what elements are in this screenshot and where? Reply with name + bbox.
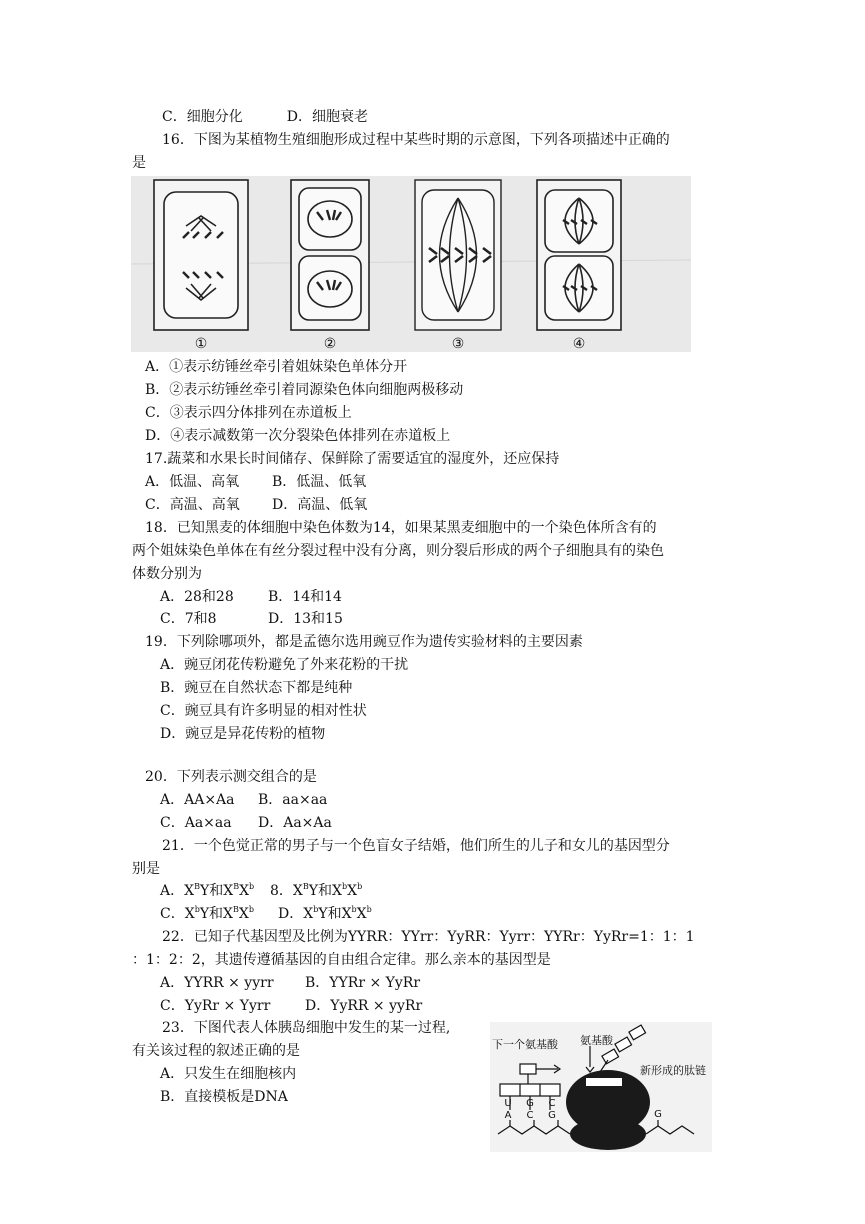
option-b: 8．$X^BY$和$X^bX^b$ <box>270 882 363 899</box>
q22-options-cd <box>160 997 422 1015</box>
figure-label-4: ④ <box>572 336 586 352</box>
q23-option-a: A．只发生在细胞核内 <box>160 1066 297 1082</box>
q16-option-b: B．②表示纺锤丝牵引着同源染色体向细胞两极移动 <box>145 382 464 398</box>
option-b: B．低温、低氧 <box>272 474 367 490</box>
option-d: D．细胞衰老 <box>286 109 368 125</box>
option-c: C．细胞分化 <box>162 109 243 125</box>
option-c: C．7和8 <box>160 611 217 627</box>
question-19-stem: 19．下列除哪项外，都是孟德尔选用豌豆作为遗传实验材料的主要因素 <box>145 634 583 650</box>
q17-options-cd <box>145 496 367 514</box>
option-c: C．YyRr × Yyrr <box>160 998 271 1014</box>
question-22-stem: 22．已知子代基因型及比例为YYRR：YYrr：YyRR：Yyrr：YYRr：YyRr=1：1：1 <box>162 929 695 945</box>
option-a: A．YYRR × yyrr <box>160 975 274 991</box>
question-21-stem: 21．一个色觉正常的男子与一个色盲女子结婚，他们所生的儿子和女儿的基因型分 <box>162 838 670 854</box>
ribosome-small-subunit <box>570 1118 646 1150</box>
q23-option-b: B．直接模板是DNA <box>160 1089 288 1105</box>
base-g: G <box>526 1098 534 1109</box>
q19-option-b: B．豌豆在自然状态下都是纯种 <box>160 680 353 696</box>
option-d: D．$X^bY$和$X^bX^b$ <box>278 905 372 922</box>
cell-2 <box>291 180 369 330</box>
option-c: C．Aa×aa <box>160 815 232 831</box>
question-16-stem-cont: 是 <box>132 155 146 171</box>
q17-options-ab <box>145 473 366 491</box>
q21-options-cd <box>160 905 372 923</box>
question-23-stem: 23．下图代表人体胰岛细胞中发生的某一过程, <box>162 1020 451 1036</box>
question-23-stem-cont: 有关该过程的叙述正确的是 <box>132 1043 300 1059</box>
option-b: B．14和14 <box>268 589 342 605</box>
q22-options-ab <box>160 974 420 992</box>
figure-label-2: ② <box>323 336 337 352</box>
q16-option-d: D．④表示减数第一次分裂染色体排列在赤道板上 <box>145 428 451 444</box>
question-18-stem-cont: 两个姐妹染色单体在有丝分裂过程中没有分离，则分裂后形成的两个子细胞具有的染色 <box>132 543 664 559</box>
option-c: C．$X^bY$和$X^BX^b$ <box>160 905 255 922</box>
question-18-stem-cont2: 体数分别为 <box>132 566 202 582</box>
option-d: D．YyRR × yyRr <box>305 998 423 1014</box>
translation-figure <box>490 1022 712 1152</box>
label-new-peptide: 新形成的肽链 <box>640 1064 706 1077</box>
label-next-amino-acid: 下一个氨基酸 <box>492 1038 558 1051</box>
question-17-stem: 17.蔬菜和水果长时间储存、保鲜除了需要适宜的湿度外，还应保持 <box>145 451 560 467</box>
option-d: D．13和15 <box>268 611 343 627</box>
cell-1 <box>154 180 248 330</box>
question-20-stem: 20．下列表示测交组合的是 <box>145 769 317 785</box>
base-g2: G <box>548 1110 556 1121</box>
figure-label-1: ① <box>194 336 208 352</box>
cell-division-figure <box>131 176 691 352</box>
option-b: B．YYRr × YyRr <box>305 975 421 991</box>
q20-options-cd <box>160 814 332 832</box>
option-a: A．低温、高氧 <box>145 474 240 490</box>
option-c: C．高温、高氧 <box>145 497 240 513</box>
option-a: A．$X^BY$和$X^BX^b$ <box>160 882 255 899</box>
option-a: A．28和28 <box>160 589 234 605</box>
option-a: A．AA×Aa <box>160 792 235 808</box>
q15-options <box>162 108 368 126</box>
question-21-stem-cont: 别是 <box>132 861 160 877</box>
option-d: D．高温、低氧 <box>272 497 368 513</box>
q19-option-d: D．豌豆是异花传粉的植物 <box>160 726 326 742</box>
q16-option-c: C．③表示四分体排列在赤道板上 <box>145 405 352 421</box>
base-g3: G <box>654 1109 662 1120</box>
q16-option-a: A．①表示纺锤丝牵引着姐妹染色单体分开 <box>145 359 408 375</box>
cell-3 <box>415 180 501 330</box>
cell-4 <box>537 180 621 330</box>
base-c2: C <box>548 1098 556 1109</box>
question-22-stem-cont: ：1：2：2，其遗传遵循基因的自由组合定律。那么亲本的基因型是 <box>132 952 551 968</box>
q21-options-ab <box>160 882 362 900</box>
question-16-stem: 16．下图为某植物生殖细胞形成过程中某些时期的示意图，下列各项描述中正确的 <box>162 132 670 148</box>
base-a: A <box>504 1110 512 1121</box>
label-amino-acid: 氨基酸 <box>580 1034 613 1047</box>
q19-option-c: C．豌豆具有许多明显的相对性状 <box>160 703 367 719</box>
q18-options-cd <box>160 610 343 628</box>
q20-options-ab <box>160 791 327 809</box>
option-b: B．aa×aa <box>258 792 328 808</box>
base-c: C <box>526 1110 534 1121</box>
figure-label-3: ③ <box>451 336 465 352</box>
option-d: D．Aa×Aa <box>258 815 332 831</box>
base-u: U <box>504 1098 512 1109</box>
question-18-stem: 18．已知黑麦的体细胞中染色体数为14，如果某黑麦细胞中的一个染色体所含有的 <box>145 520 657 536</box>
q19-option-a: A．豌豆闭花传粉避免了外来花粉的干扰 <box>160 657 409 673</box>
q18-options-ab <box>160 588 342 606</box>
